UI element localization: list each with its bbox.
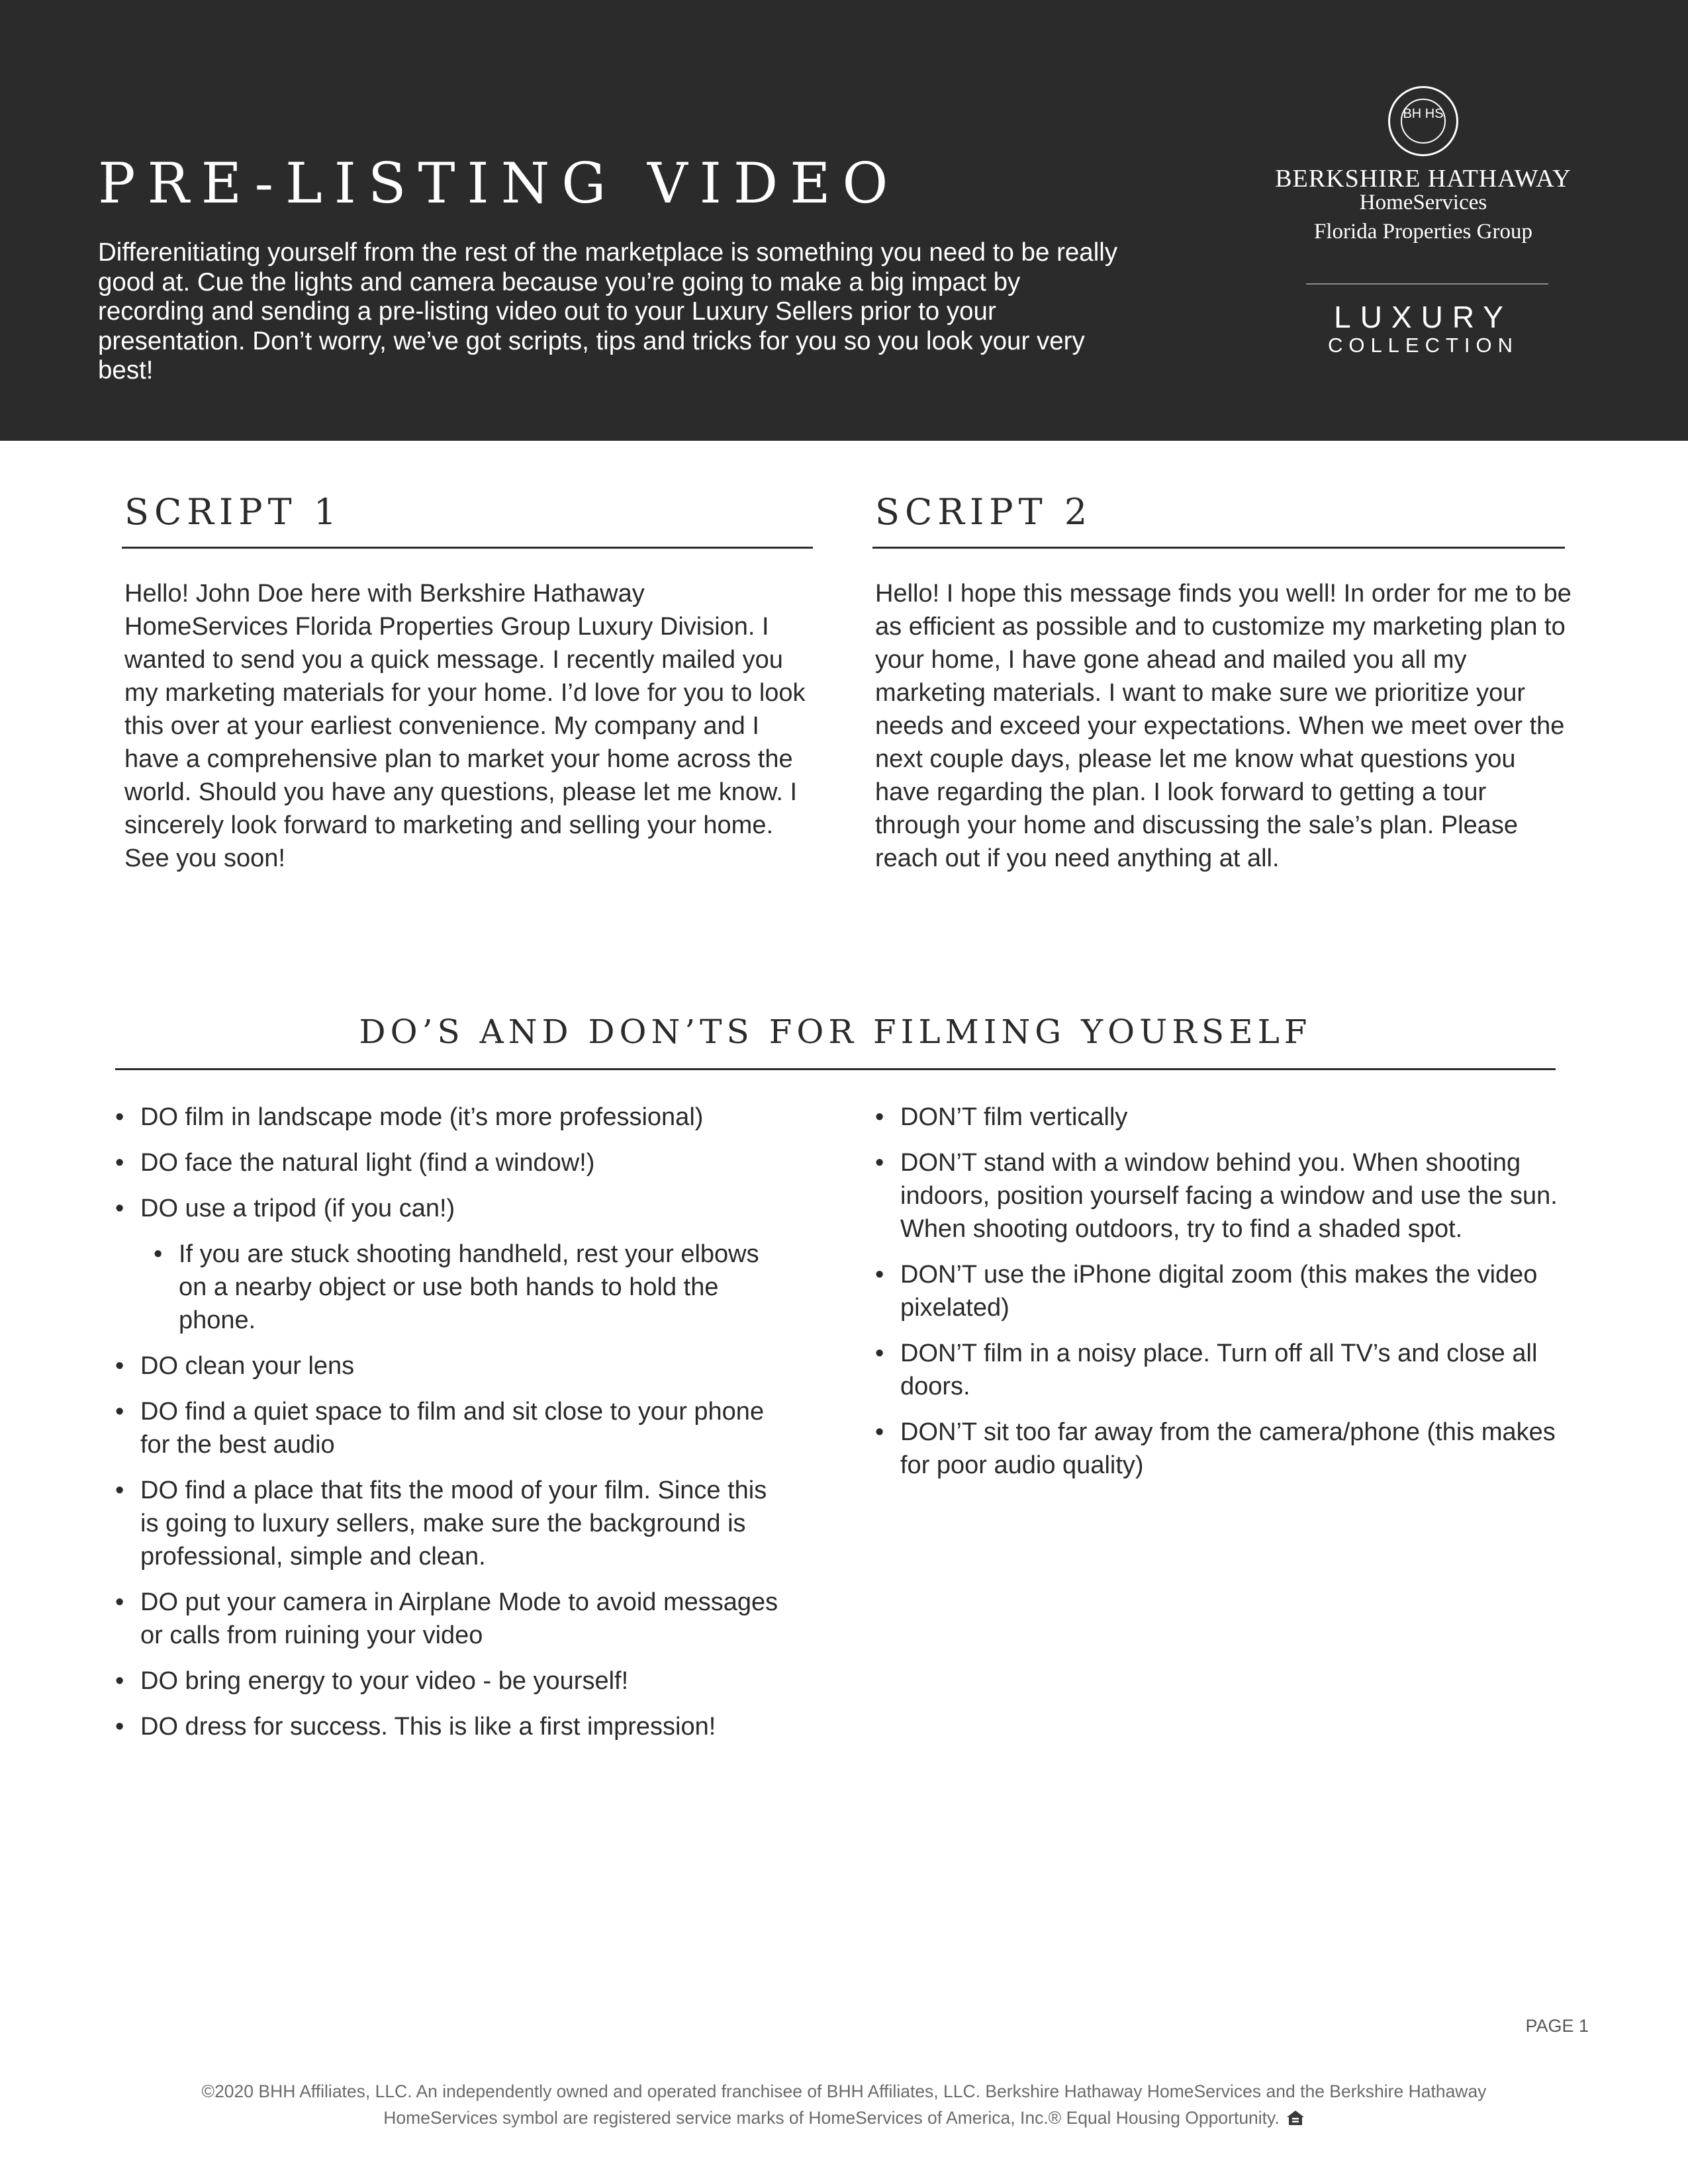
footer-line-2: HomeServices symbol are registered service marks of HomeServices of America, Inc.® Equal Housing Opportunity. <box>383 2108 1280 2128</box>
list-item <box>115 1395 790 1461</box>
script2-text: Hello! I hope this message finds you well! In order for me to be as efficient as possible and to customize my marketing plan to your home, I have gone ahead and mailed you all my marketing materials. I want to make sure we prioritize your needs and exceed your expectations. When we meet over the next couple days, please let me know what questions you have regarding the plan. I look forward to getting a tour through your home and discussing the sale’s plan. Please reach out if you need anything at all. <box>875 580 1571 872</box>
bullet-dot: • <box>875 1103 884 1131</box>
script1-text: Hello! John Doe here with Berkshire Hathaway HomeServices Florida Properties Group Luxury Division. I wanted to send you a quick message. I recently mailed you my marketing materials for your home. I’d love for you to look this over at your earliest convenience. My company and I have a comprehensive plan to market your home across the world. Should you have any questions, please let me know. I sincerely look forward to marketing and selling your home. See you soon! <box>124 580 806 872</box>
list-item-text: DON’T sit too far away from the camera/phone (this makes for poor audio quality) <box>900 1418 1556 1479</box>
bhhs-seal-text: BH HS <box>1401 99 1446 144</box>
brand-sub: HomeServices <box>1359 191 1487 214</box>
list-item-text: DO bring energy to your video - be yourself! <box>140 1667 629 1695</box>
bullet-dot: • <box>115 1103 124 1131</box>
bullet-dot: • <box>875 1149 884 1177</box>
script2-heading: SCRIPT 2 <box>875 491 1093 533</box>
script2-divider <box>872 547 1565 549</box>
list-item-text: DO put your camera in Airplane Mode to avoid messages or calls from ruining your video <box>140 1588 778 1649</box>
list-item-text: DO find a quiet space to film and sit close to your phone for the best audio <box>140 1398 765 1459</box>
script1-divider <box>122 547 813 549</box>
list-item-text: DO face the natural light (find a window!) <box>140 1149 595 1177</box>
footer-line-2-wrap <box>66 2105 1622 2133</box>
page-number: PAGE 1 <box>1525 2016 1589 2036</box>
list-item <box>875 1101 1583 1134</box>
list-sub-item <box>154 1238 790 1337</box>
bullet-dot: • <box>875 1418 884 1446</box>
list-item <box>115 1586 790 1652</box>
list-item <box>115 1146 790 1179</box>
logo-divider <box>1306 283 1548 285</box>
list-item <box>875 1416 1583 1482</box>
list-item <box>115 1349 790 1383</box>
list-item <box>115 1101 790 1134</box>
list-item-text: DON’T use the iPhone digital zoom (this makes the video pixelated) <box>900 1261 1538 1322</box>
dos-donts-heading: DO’S AND DON’TS FOR FILMING YOURSELF <box>359 1013 1312 1051</box>
list-item-text: DO use a tripod (if you can!) <box>140 1195 455 1222</box>
brand-group: Florida Properties Group <box>1314 220 1532 244</box>
bhhs-seal-logo <box>1388 86 1458 156</box>
list-item <box>115 1664 790 1698</box>
list-item-text: DO clean your lens <box>140 1352 355 1380</box>
bullet-dot: • <box>115 1477 124 1504</box>
bullet-dot: • <box>115 1398 124 1426</box>
bullet-dot: • <box>115 1667 124 1695</box>
list-item-text: If you are stuck shooting handheld, rest your elbows on a nearby object or use both hands to hold the phone. <box>179 1240 759 1334</box>
bullet-dot: • <box>875 1340 884 1367</box>
list-item-text: DO film in landscape mode (it’s more professional) <box>140 1103 704 1131</box>
script1-heading: SCRIPT 1 <box>124 491 342 533</box>
list-item <box>875 1146 1583 1246</box>
donts-list <box>875 1101 1583 1494</box>
list-item <box>875 1258 1583 1324</box>
equal-housing-icon <box>1286 2107 1305 2133</box>
bullet-dot: • <box>115 1149 124 1177</box>
bullet-dot: • <box>115 1713 124 1741</box>
dos-donts-divider <box>115 1068 1556 1070</box>
bullet-dot: • <box>115 1352 124 1380</box>
footer-disclaimer <box>66 2078 1622 2133</box>
collection-wordmark: COLLECTION <box>1327 334 1519 357</box>
bullet-dot: • <box>115 1195 124 1222</box>
list-item-text: DON’T film in a noisy place. Turn off all TV’s and close all doors. <box>900 1340 1538 1400</box>
page-title: PRE-LISTING VIDEO <box>98 151 900 216</box>
bullet-dot: • <box>875 1261 884 1289</box>
brand-name: BERKSHIRE HATHAWAY <box>1275 165 1571 193</box>
list-item-text: DO dress for success. This is like a first impression! <box>140 1713 716 1741</box>
bullet-dot: • <box>115 1588 124 1616</box>
list-item <box>875 1337 1583 1403</box>
list-item <box>115 1474 790 1573</box>
list-item-text: DON’T film vertically <box>900 1103 1128 1131</box>
list-item <box>115 1192 790 1225</box>
list-item-text: DON’T stand with a window behind you. When shooting indoors, position yourself facing a window and use the sun. When shooting outdoors, try to find a shaded spot. <box>900 1149 1558 1243</box>
intro-paragraph: Differenitiating yourself from the rest of the marketplace is something you need to be really good at. Cue the lights and camera because you’re going to make a big impact by recording and sending a pre-listing video out to your Luxury Sellers prior to your presentation. Don’t worry, we’ve got scripts, tips and tricks for you so you look your very best! <box>98 238 1118 385</box>
bullet-dot: • <box>154 1240 163 1268</box>
luxury-wordmark: LUXURY <box>1334 300 1513 334</box>
list-item <box>115 1710 790 1743</box>
list-item-text: DO find a place that fits the mood of your film. Since this is going to luxury sellers, make sure the background is professional, simple and clean. <box>140 1477 767 1570</box>
dos-list <box>115 1101 790 1756</box>
header-banner <box>0 0 1688 441</box>
footer-line-1: ©2020 BHH Affiliates, LLC. An independently owned and operated franchisee of BHH Affiliates, LLC. Berkshire Hathaway HomeServices and the Berkshire Hathaway <box>201 2081 1487 2101</box>
